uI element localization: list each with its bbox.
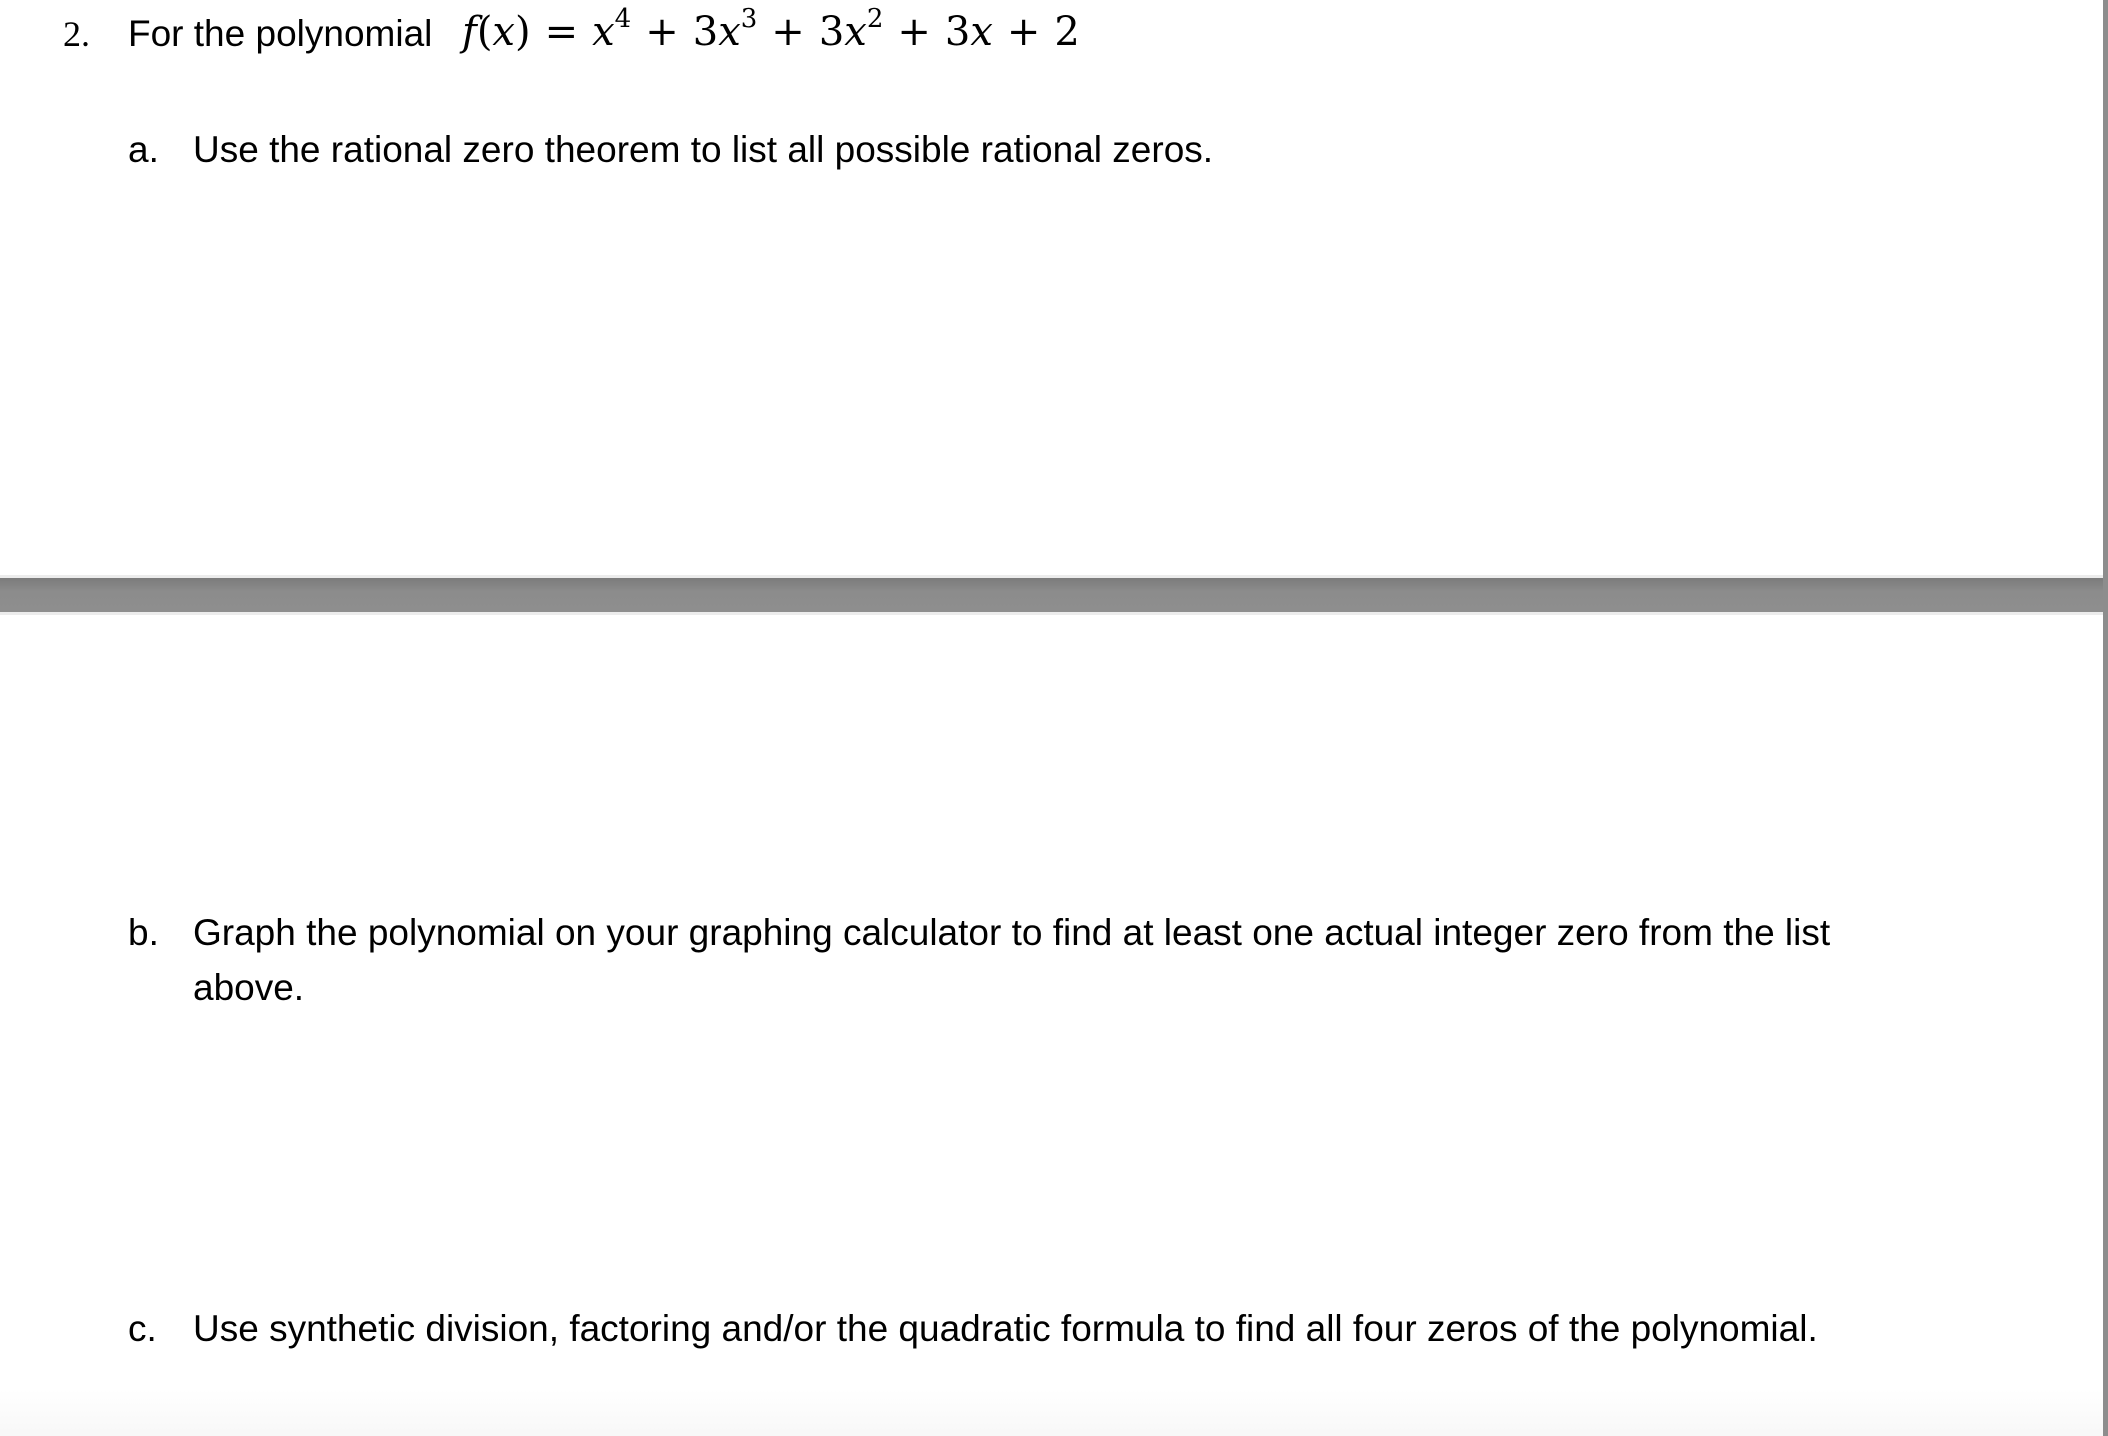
question-intro: For the polynomial <box>128 13 433 54</box>
part-a-label: a. <box>128 129 159 170</box>
formula-equals: = <box>544 9 579 55</box>
formula-term-1-var: x <box>592 9 615 55</box>
formula-term-5-const: 2 <box>1054 9 1080 55</box>
formula-function-name: f <box>462 9 477 55</box>
formula-term-4-var: x <box>970 9 993 55</box>
page-separator <box>0 578 2108 612</box>
formula-op-2: + <box>645 9 679 55</box>
part-c-text: Use synthetic division, factoring and/or the quadratic formula to find all four zeros of the polynomial. <box>193 1308 1818 1349</box>
formula-op-3: + <box>771 9 805 55</box>
question-number: 2. <box>63 14 90 54</box>
formula-term-4-coef: 3 <box>944 9 971 55</box>
part-b-text-line-1: Graph the polynomial on your graphing calculator to find at least one actual integer zero from the list <box>193 912 1831 953</box>
part-c-label: c. <box>128 1308 157 1349</box>
formula-term-2-exp: 3 <box>740 3 758 34</box>
part-a-text: Use the rational zero theorem to list all possible rational zeros. <box>193 129 1214 170</box>
formula-term-3-exp: 2 <box>866 3 884 34</box>
formula-term-3-var: x <box>844 9 867 55</box>
part-b-text-line-2: above. <box>193 967 305 1008</box>
formula-term-2-var: x <box>718 9 741 55</box>
formula-term-1-exp: 4 <box>614 3 632 34</box>
formula-close-paren: ) <box>514 9 531 55</box>
formula-op-4: + <box>897 9 931 55</box>
formula-op-5: + <box>1006 9 1041 55</box>
window-right-edge <box>2103 0 2108 1436</box>
document-page-1 <box>0 0 2103 578</box>
formula-open-paren: ( <box>476 9 493 55</box>
formula-variable: x <box>492 9 515 55</box>
part-b-label: b. <box>128 912 159 953</box>
formula-term-3-coef: 3 <box>818 9 845 55</box>
polynomial-formula <box>462 3 1080 58</box>
formula-term-2-coef: 3 <box>692 9 719 55</box>
